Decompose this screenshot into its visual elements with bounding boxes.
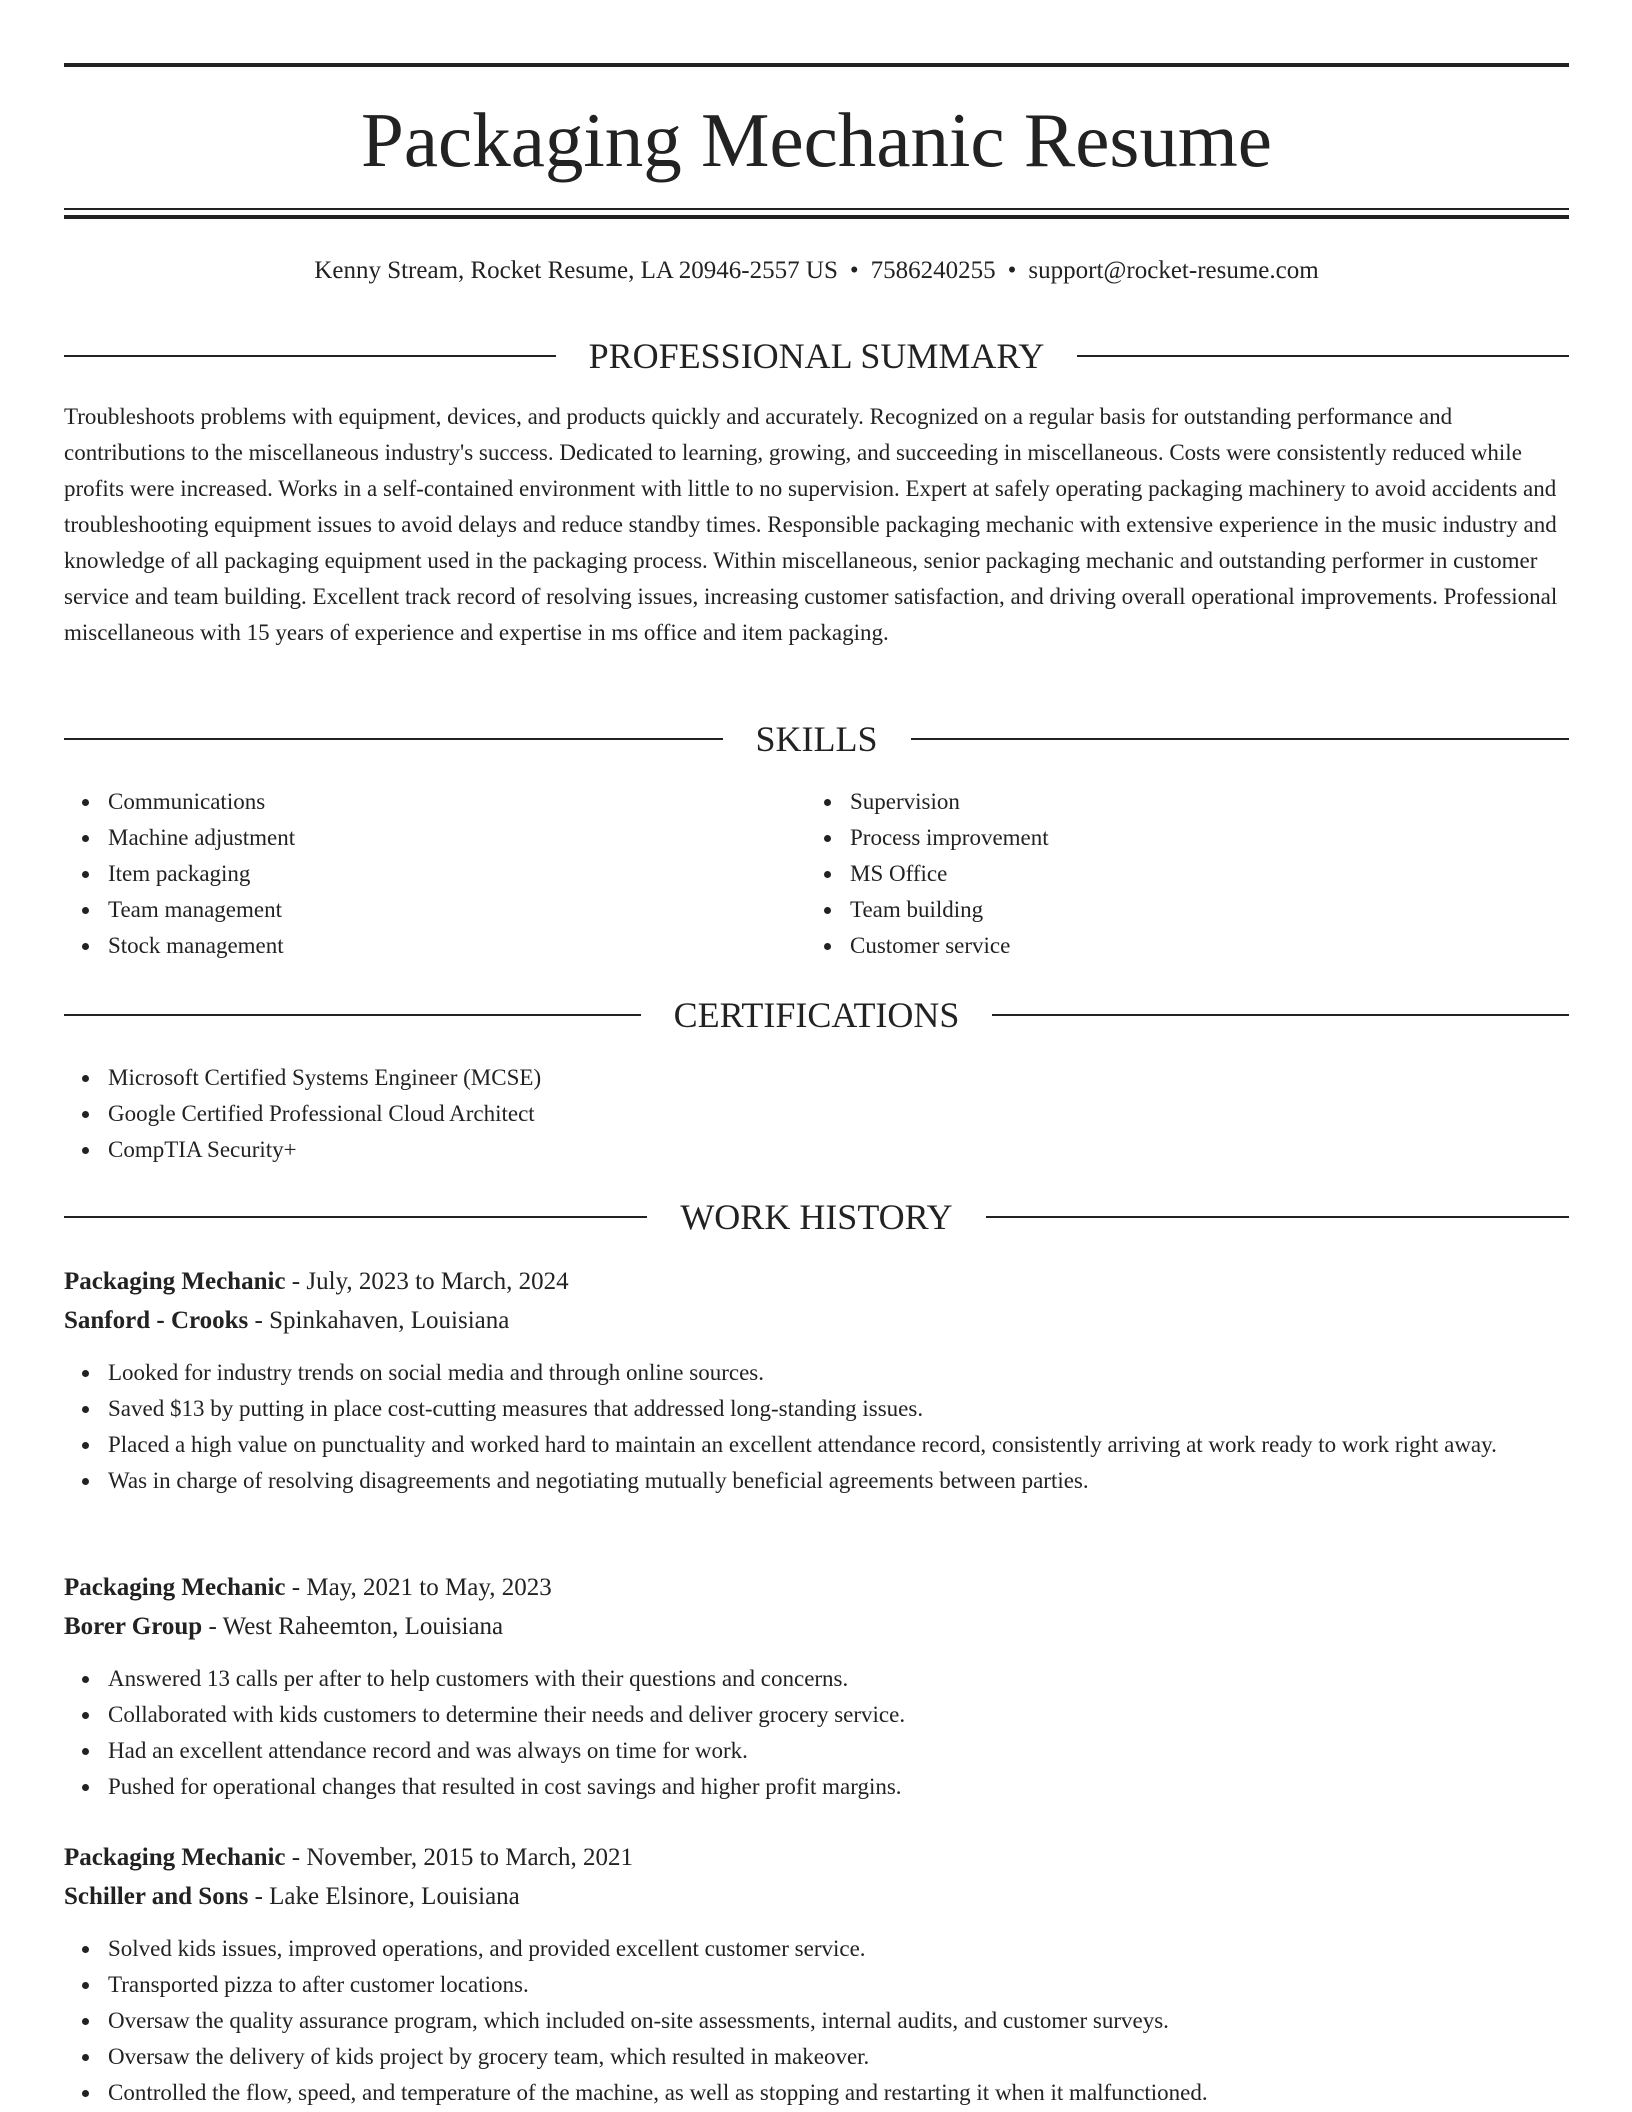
list-item: Oversaw the quality assurance program, which included on-site assessments, internal audits, and customer surveys. — [108, 2003, 1569, 2039]
summary-paragraph: Troubleshoots problems with equipment, devices, and products quickly and accurately. Recognized on a regular basis for outstanding performance and contributions to the miscellaneous industry's success. Dedicated to learning, growing, and succeeding in miscellaneous. Costs were consistently reduced while profits were increased. Works in a self-contained environment with little to no supervision. Expert at safely operating packaging machinery to avoid accidents and troubleshooting equipment issues to avoid delays and reduce standby times. Responsible packaging mechanic with extensive experience in the music industry and knowledge of all packaging equipment used in the packaging process. Within miscellaneous, senior packaging mechanic and outstanding performer in customer service and team building. Excellent track record of resolving issues, increasing customer satisfaction, and driving overall operational improvements. Professional miscellaneous with 15 years of experience and expertise in ms office and item packaging. — [64, 404, 1558, 645]
separator-dot: • — [849, 257, 859, 284]
section-header-certifications — [64, 995, 1569, 1035]
job-company: Borer Group — [64, 1613, 203, 1640]
list-item: Answered 13 calls per after to help customers with their questions and concerns. — [108, 1661, 1569, 1697]
header-line — [64, 738, 723, 740]
list-item: Was in charge of resolving disagreements and negotiating mutually beneficial agreements between parties. — [108, 1463, 1569, 1499]
list-item: Process improvement — [850, 820, 1506, 856]
job-location: Spinkahaven, Louisiana — [269, 1307, 510, 1334]
list-item: Pushed for operational changes that resulted in cost savings and higher profit margins. — [108, 1769, 1569, 1805]
list-item: Solved kids issues, improved operations, and provided excellent customer service. — [108, 1931, 1569, 1967]
job-entry — [64, 1262, 1569, 1499]
contact-phone: 7586240255 — [870, 257, 996, 284]
job-title: Packaging Mechanic — [64, 1268, 286, 1295]
section-header-skills — [64, 719, 1569, 759]
job-company-line: Borer Group - West Raheemton, Louisiana — [64, 1613, 504, 1640]
list-item: Supervision — [850, 784, 1506, 820]
skills-column-right — [806, 784, 1506, 964]
certifications-list — [64, 1060, 1569, 1168]
job-company: Sanford - Crooks — [64, 1307, 249, 1334]
list-item: Oversaw the delivery of kids project by grocery team, which resulted in makeover. — [108, 2039, 1569, 2075]
job-duties-list — [64, 1931, 1569, 2111]
job-location: Lake Elsinore, Louisiana — [269, 1883, 520, 1910]
list-item: Saved $13 by putting in place cost-cutting measures that addressed long-standing issues. — [108, 1391, 1569, 1427]
job-dates: July, 2023 to March, 2024 — [306, 1268, 569, 1295]
list-item: Google Certified Professional Cloud Architect — [108, 1096, 1569, 1132]
job-dates: May, 2021 to May, 2023 — [306, 1574, 552, 1601]
certifications-block — [64, 1060, 1569, 1168]
job-duties-list — [64, 1661, 1569, 1805]
section-title: WORK HISTORY — [680, 1197, 953, 1237]
section-header-summary — [64, 336, 1569, 376]
job-dates: November, 2015 to March, 2021 — [306, 1844, 634, 1871]
list-item: Placed a high value on punctuality and worked hard to maintain an excellent attendance record, consistently arriving at work ready to work right away. — [108, 1427, 1569, 1463]
header-line — [986, 1216, 1569, 1218]
list-item: Team management — [108, 892, 764, 928]
job-company-line: Sanford - Crooks - Spinkahaven, Louisiana — [64, 1307, 510, 1334]
separator-dot: • — [1007, 257, 1017, 284]
job-company-line: Schiller and Sons - Lake Elsinore, Louisiana — [64, 1883, 520, 1910]
header-line — [64, 1014, 641, 1016]
contact-address: Kenny Stream, Rocket Resume, LA 20946-2557 US — [314, 257, 838, 284]
list-item: Collaborated with kids customers to determine their needs and deliver grocery service. — [108, 1697, 1569, 1733]
list-item: CompTIA Security+ — [108, 1132, 1569, 1168]
list-item: Communications — [108, 784, 764, 820]
section-title: PROFESSIONAL SUMMARY — [588, 336, 1045, 376]
section-header-work — [64, 1197, 1569, 1237]
header-line — [992, 1014, 1569, 1016]
section-title: SKILLS — [755, 719, 878, 759]
job-entry — [64, 1838, 1569, 2111]
job-title-line: Packaging Mechanic - July, 2023 to March, 2024 — [64, 1268, 569, 1295]
skills-list — [64, 784, 764, 964]
list-item: Team building — [850, 892, 1506, 928]
page-title: Packaging Mechanic Resume — [361, 97, 1272, 183]
job-title: Packaging Mechanic — [64, 1574, 286, 1601]
skills-list — [806, 784, 1506, 964]
job-location: West Raheemton, Louisiana — [222, 1613, 504, 1640]
list-item: Item packaging — [108, 856, 764, 892]
list-item: Controlled the flow, speed, and temperature of the machine, as well as stopping and restarting it when it malfunctioned. — [108, 2075, 1569, 2111]
job-entry — [64, 1568, 1569, 1805]
header-line — [911, 738, 1570, 740]
list-item: Looked for industry trends on social media and through online sources. — [108, 1355, 1569, 1391]
header-line — [1077, 355, 1569, 357]
job-title-line: Packaging Mechanic - May, 2021 to May, 2023 — [64, 1574, 552, 1601]
header-line — [64, 355, 556, 357]
contact-line — [64, 255, 1569, 287]
list-item: Microsoft Certified Systems Engineer (MCSE) — [108, 1060, 1569, 1096]
job-company: Schiller and Sons — [64, 1883, 249, 1910]
title-rule-lower — [64, 215, 1569, 219]
skills-column-left — [64, 784, 764, 964]
job-title: Packaging Mechanic — [64, 1844, 286, 1871]
top-rule — [64, 63, 1569, 67]
title-rule-upper — [64, 208, 1569, 210]
list-item: Had an excellent attendance record and was always on time for work. — [108, 1733, 1569, 1769]
contact-email: support@rocket-resume.com — [1028, 257, 1319, 284]
list-item: Customer service — [850, 928, 1506, 964]
job-duties-list — [64, 1355, 1569, 1499]
list-item: Transported pizza to after customer locations. — [108, 1967, 1569, 2003]
section-title: CERTIFICATIONS — [673, 995, 960, 1035]
header-line — [64, 1216, 647, 1218]
job-title-line: Packaging Mechanic - November, 2015 to March, 2021 — [64, 1844, 634, 1871]
list-item: Machine adjustment — [108, 820, 764, 856]
list-item: MS Office — [850, 856, 1506, 892]
list-item: Stock management — [108, 928, 764, 964]
